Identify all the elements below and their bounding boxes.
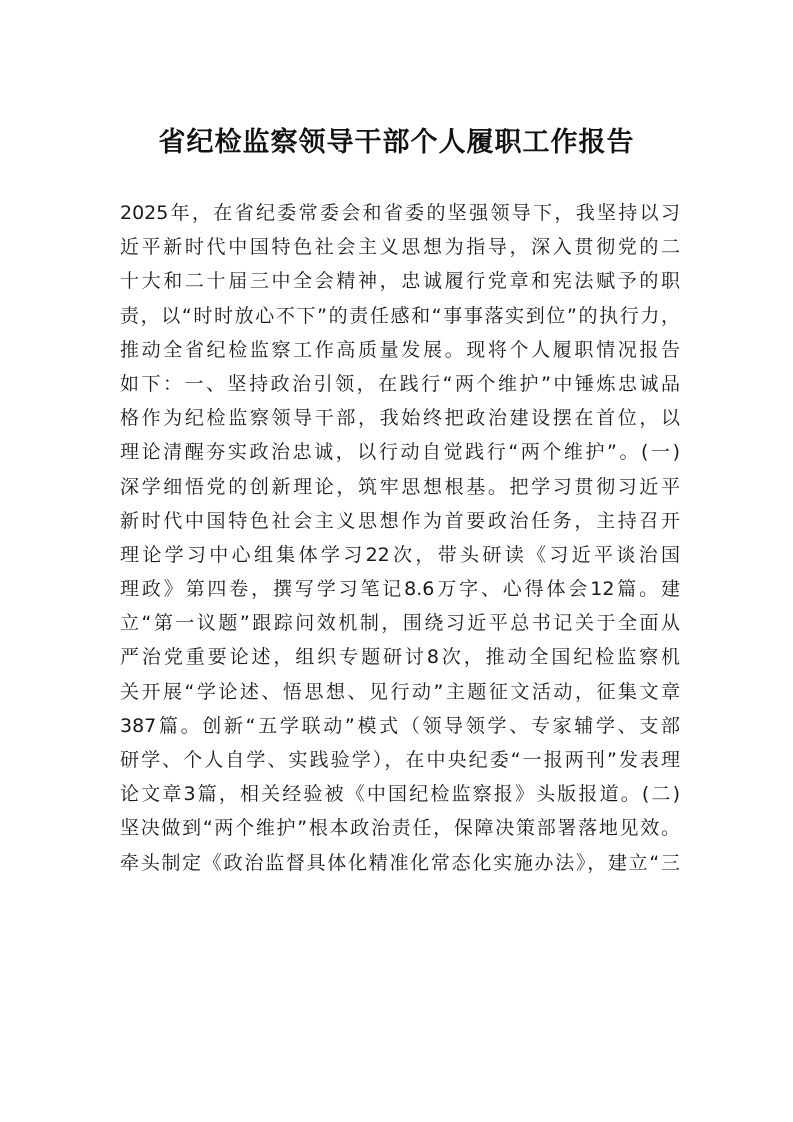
body-line: 新时代中国特色社会主义思想作为首要政治任务，主持召开	[120, 509, 680, 532]
body-line: 坚决做到“两个维护”根本政治责任，保障决策部署落地见效。	[120, 817, 680, 840]
body-line: 理论学习中心组集体学习22次，带头研读《习近平谈治国	[120, 543, 680, 566]
body-line: 387篇。创新“五学联动”模式（领导领学、专家辅学、支部	[120, 714, 680, 737]
document-title: 省纪检监察领导干部个人履职工作报告	[158, 127, 635, 158]
body-line: 理政》第四卷，撰写学习笔记8.6万字、心得体会12篇。建	[120, 578, 680, 601]
body-line: 如下：一、坚持政治引领，在践行“两个维护”中锤炼忠诚品	[120, 372, 680, 395]
body-line: 推动全省纪检监察工作高质量发展。现将个人履职情况报告	[120, 338, 680, 361]
body-line: 十大和二十届三中全会精神，忠诚履行党章和宪法赋予的职	[120, 270, 680, 293]
body-line: 格作为纪检监察领导干部，我始终把政治建设摆在首位，以	[120, 407, 680, 430]
body-line: 深学细悟党的创新理论，筑牢思想根基。把学习贯彻习近平	[120, 475, 680, 498]
body-line: 论文章3篇，相关经验被《中国纪检监察报》头版报道。(二)	[120, 783, 680, 806]
body-line: 牵头制定《政治监督具体化精准化常态化实施办法》，建立“三	[120, 851, 680, 874]
body-line: 理论清醒夯实政治忠诚，以行动自觉践行“两个维护”。(一)	[120, 441, 680, 464]
body-line: 2025年，在省纪委常委会和省委的坚强领导下，我坚持以习	[120, 202, 680, 224]
body-line: 责，以“时时放心不下”的责任感和“事事落实到位”的执行力，	[120, 304, 680, 327]
body-line: 近平新时代中国特色社会主义思想为指导，深入贯彻党的二	[120, 236, 680, 259]
body-line: 严治党重要论述，组织专题研讨8次，推动全国纪检监察机	[120, 646, 680, 669]
body-line: 研学、个人自学、实践验学），在中央纪委“一报两刊”发表理	[120, 749, 680, 771]
body-line: 立“第一议题”跟踪问效机制，围绕习近平总书记关于全面从	[120, 612, 680, 635]
body-line: 关开展“学论述、悟思想、见行动”主题征文活动，征集文章	[120, 680, 680, 703]
document-body	[120, 196, 680, 880]
